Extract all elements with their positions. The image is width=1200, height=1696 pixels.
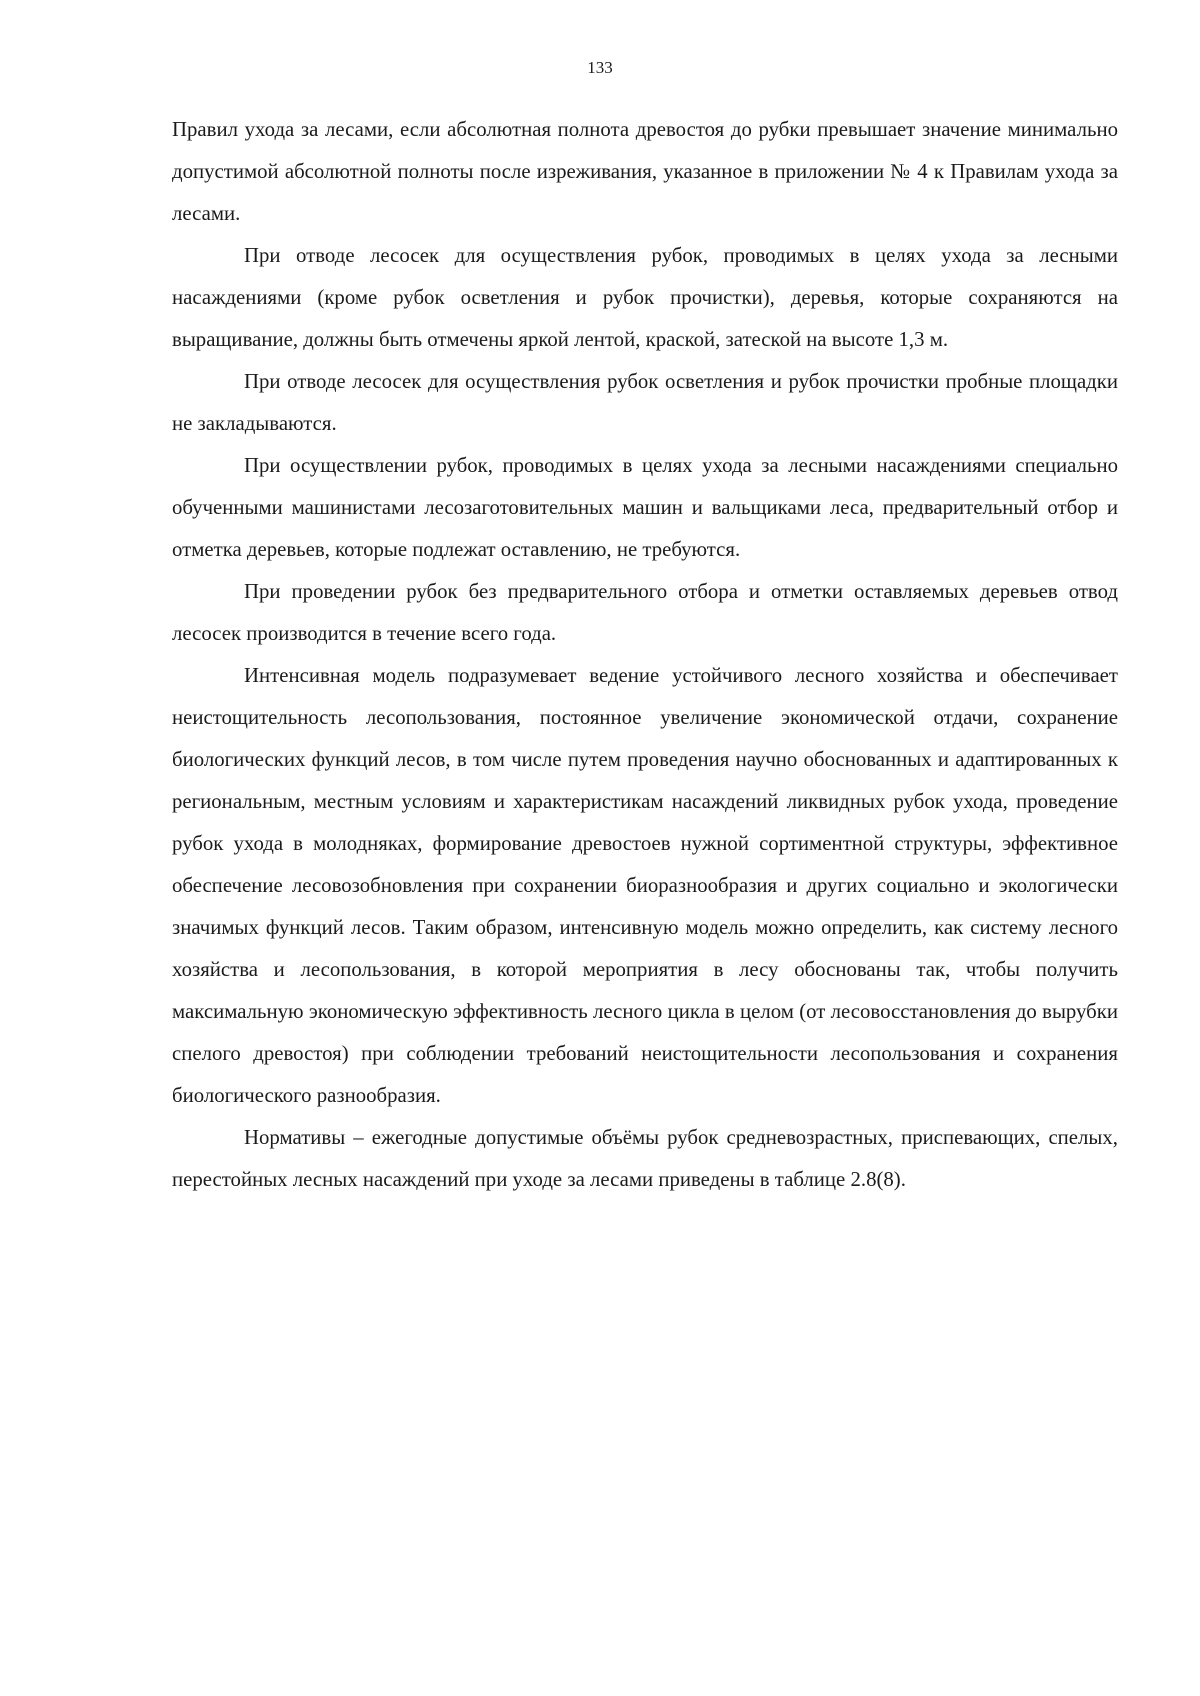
body-text <box>172 109 1118 1201</box>
paragraph: При отводе лесосек для осуществления рубок, проводимых в целях ухода за лесными насаждениями (кроме рубок осветления и рубок прочистки), деревья, которые сохраняются на выращивание, должны быть отмечены яркой лентой, краской, затеской на высоте 1,3 м. <box>172 244 1118 351</box>
paragraph: При отводе лесосек для осуществления рубок осветления и рубок прочистки пробные площадки не закладываются. <box>172 370 1118 435</box>
paragraph-continuation: Правил ухода за лесами, если абсолютная полнота древостоя до рубки превышает значение минимально допустимой абсолютной полноты после изреживания, указанное в приложении № 4 к Правилам ухода за лесами. <box>172 118 1118 225</box>
paragraph: Нормативы – ежегодные допустимые объёмы рубок средневозрастных, приспевающих, спелых, перестойных лесных насаждений при уходе за лесами приведены в таблице 2.8(8). <box>172 1126 1118 1191</box>
page-number: 133 <box>587 58 613 77</box>
paragraph: При осуществлении рубок, проводимых в целях ухода за лесными насаждениями специально обученными машинистами лесозаготовительных машин и вальщиками леса, предварительный отбор и отметка деревьев, которые подлежат оставлению, не требуются. <box>172 454 1118 561</box>
paragraph: При проведении рубок без предварительного отбора и отметки оставляемых деревьев отвод лесосек производится в течение всего года. <box>172 580 1118 645</box>
paragraph: Интенсивная модель подразумевает ведение устойчивого лесного хозяйства и обеспечивает неистощительность лесопользования, постоянное увеличение экономической отдачи, сохранение биологических функций лесов, в том числе путем проведения научно обоснованных и адаптированных к региональным, местным условиям и характеристикам насаждений ликвидных рубок ухода, проведение рубок ухода в молодняках, формирование древостоев нужной сортиментной структуры, эффективное обеспечение лесовозобновления при сохранении биоразнообразия и других социально и экологически значимых функций лесов. Таким образом, интенсивную модель можно определить, как систему лесного хозяйства и лесопользования, в которой мероприятия в лесу обоснованы так, чтобы получить максимальную экономическую эффективность лесного цикла в целом (от лесовосстановления до вырубки спелого древостоя) при соблюдении требований неистощительности лесопользования и сохранения биологического разнообразия. <box>172 664 1118 1107</box>
